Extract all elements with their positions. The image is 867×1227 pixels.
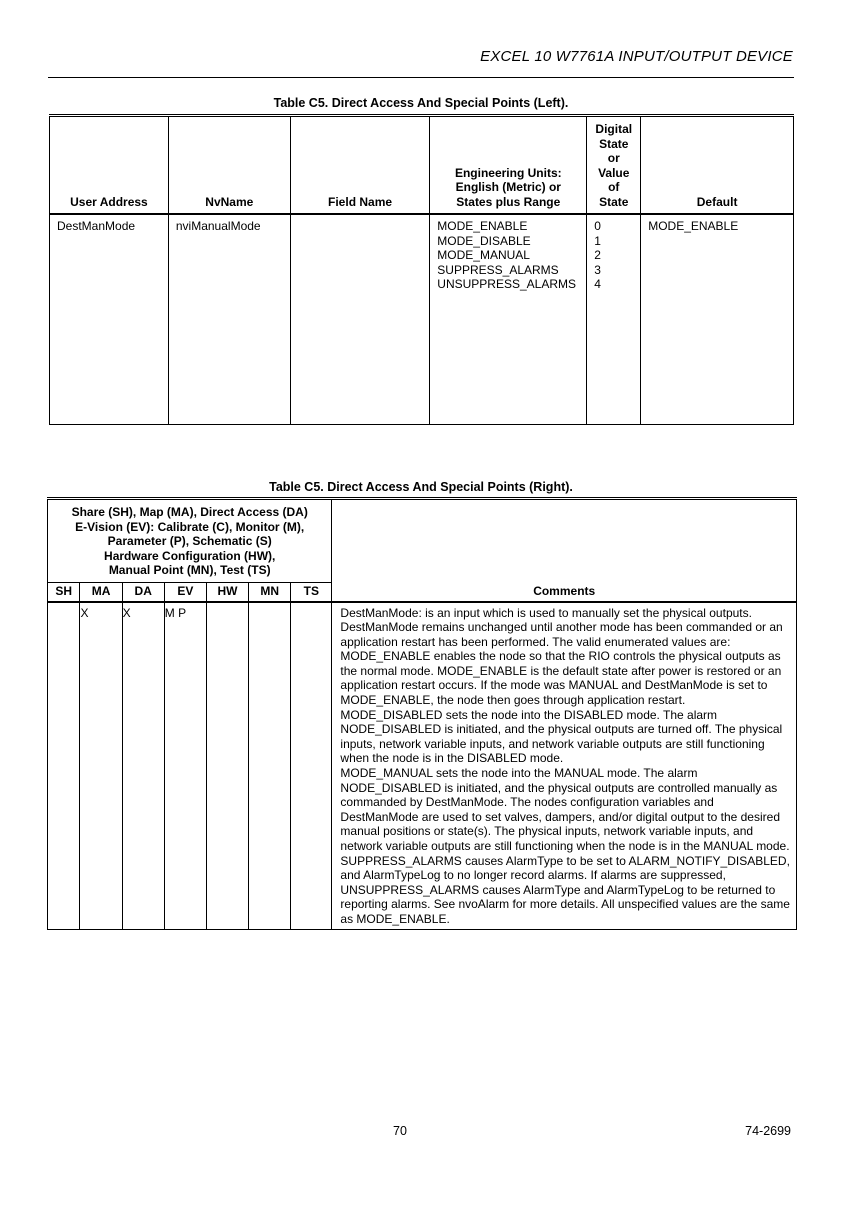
enum-value: MODE_DISABLE — [437, 233, 531, 248]
col-header-default: Default — [641, 116, 794, 215]
cell-ts — [291, 602, 332, 930]
table-right-group-header-row — [48, 499, 797, 583]
page-number: 70 — [393, 1124, 407, 1138]
state-value: 3 — [594, 262, 601, 277]
state-value: 2 — [594, 248, 601, 263]
cell-hw — [206, 602, 248, 930]
comment-line: the normal mode. MODE_ENABLE is the default state after power is restored or an — [340, 663, 782, 678]
col-header-sh: SH — [48, 582, 80, 602]
comment-line: SUPPRESS_ALARMS causes AlarmType to be set to ALARM_NOTIFY_DISABLED, — [340, 853, 790, 868]
col-header-mn: MN — [249, 582, 291, 602]
comment-line: NODE_DISABLED is initiated, and the physical outputs are turned off. The physical — [340, 722, 783, 737]
col-header-ev: EV — [164, 582, 206, 602]
cell-field-name — [290, 214, 430, 425]
comment-line: inputs, network variable inputs, and network variable outputs are still functioning — [340, 736, 765, 751]
comment-line: MODE_MANUAL sets the node into the MANUAL mode. The alarm — [340, 766, 698, 781]
header-line: States plus Range — [456, 194, 561, 209]
comment-line: application restart has been performed. The valid enumerated values are: — [340, 634, 731, 649]
state-value: 0 — [594, 219, 601, 233]
header-line: Manual Point (MN), Test (TS) — [108, 563, 271, 577]
document-header-title: EXCEL 10 W7761A INPUT/OUTPUT DEVICE — [480, 48, 793, 65]
comment-line: NODE_DISABLED is initiated, and the physical outputs are controlled manually as — [340, 780, 778, 795]
cell-digital-state — [587, 214, 641, 425]
table-right — [47, 497, 797, 930]
header-line: English (Metric) or — [455, 180, 561, 194]
table-right-caption: Table C5. Direct Access And Special Points (Right). — [269, 480, 573, 494]
header-line: Hardware Configuration (HW), — [104, 548, 276, 563]
col-header-comments: Comments — [332, 499, 797, 602]
header-line: Parameter (P), Schematic (S) — [107, 534, 272, 548]
header-line: of — [608, 180, 620, 194]
comment-line: MODE_DISABLED sets the node into the DISABLED mode. The alarm — [340, 707, 718, 722]
header-line: or — [607, 151, 620, 165]
table-left-header-row — [50, 116, 794, 215]
header-line: Share (SH), Map (MA), Direct Access (DA) — [71, 505, 308, 519]
header-line: Digital — [595, 122, 633, 136]
col-header-hw: HW — [206, 582, 248, 602]
comment-line: commanded by DestManMode. The nodes configuration variables and — [340, 795, 714, 810]
state-value: 4 — [594, 277, 601, 292]
table-row — [50, 214, 794, 425]
cell-nvname: nviManualMode — [168, 214, 290, 425]
enum-value: MODE_MANUAL — [437, 248, 530, 263]
comment-line: application restart occurs. If the mode was MANUAL and DestManMode is set to — [340, 678, 768, 693]
cell-ma: X — [80, 602, 122, 930]
cell-da: X — [122, 602, 164, 930]
col-header-da: DA — [122, 582, 164, 602]
comment-line: reporting alarms. See nvoAlarm for more details. All unspecified values are the same — [340, 897, 790, 912]
col-header-user-address: User Address — [50, 116, 169, 215]
cell-ev: M P — [164, 602, 206, 930]
comment-line: MODE_ENABLE enables the node so that the RIO controls the physical outputs as — [340, 649, 781, 664]
table-left-caption: Table C5. Direct Access And Special Points (Left). — [273, 96, 569, 110]
comment-line: MODE_ENABLE, the node then goes through application restart. — [340, 693, 686, 708]
col-header-access-group — [48, 499, 332, 583]
comment-line: as MODE_ENABLE. — [340, 911, 450, 926]
comment-line: manual positions or state(s). The physical inputs, network variable inputs, and — [340, 824, 754, 839]
state-value: 1 — [594, 233, 601, 248]
header-line: Value — [598, 165, 630, 180]
cell-default: MODE_ENABLE — [641, 214, 794, 425]
document-number: 74-2699 — [745, 1124, 791, 1138]
cell-comments — [332, 602, 797, 930]
cell-engineering-units — [430, 214, 587, 425]
enum-value: UNSUPPRESS_ALARMS — [437, 277, 577, 292]
col-header-ma: MA — [80, 582, 122, 602]
col-header-ts: TS — [291, 582, 332, 602]
enum-value: SUPPRESS_ALARMS — [437, 262, 559, 277]
header-divider — [48, 77, 794, 78]
table-left — [49, 114, 794, 425]
comment-line: DestManMode remains unchanged until another mode has been commanded or an — [340, 620, 783, 635]
header-line: State — [599, 136, 629, 151]
cell-user-address: DestManMode — [50, 214, 169, 425]
header-line: Engineering Units: — [454, 165, 562, 180]
comment-line: UNSUPPRESS_ALARMS causes AlarmType and AlarmTypeLog to be returned to — [340, 882, 776, 897]
enum-value: MODE_ENABLE — [437, 219, 528, 233]
header-line: E-Vision (EV): Calibrate (C), Monitor (M), — [75, 519, 305, 534]
table-row — [48, 602, 797, 930]
comment-line: DestManMode are used to set valves, dampers, and/or digital output to the desired — [340, 809, 780, 824]
comment-line: when the node is in the DISABLED mode. — [340, 751, 564, 766]
cell-mn — [249, 602, 291, 930]
col-header-digital-state — [587, 116, 641, 215]
comment-line: and AlarmTypeLog to no longer record alarms. If alarms are suppressed, — [340, 868, 726, 883]
cell-sh — [48, 602, 80, 930]
comment-line: DestManMode: is an input which is used to manually set the physical outputs. — [340, 605, 752, 620]
col-header-engineering-units — [430, 116, 587, 215]
comment-line: network variable outputs are still functioning when the node is in the MANUAL mode. — [340, 839, 790, 853]
col-header-nvname: NvName — [168, 116, 290, 215]
header-line: State — [599, 194, 629, 209]
col-header-field-name: Field Name — [290, 116, 430, 215]
